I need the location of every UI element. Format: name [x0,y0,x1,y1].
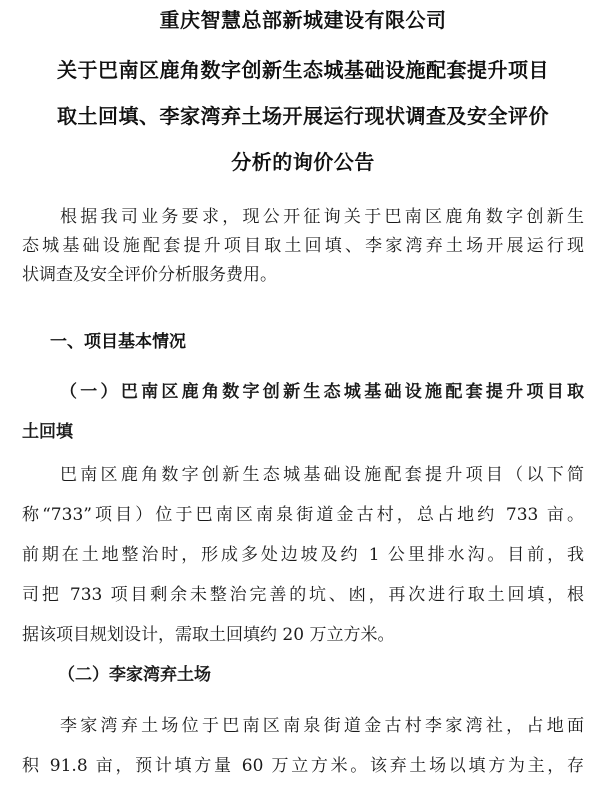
intro-line-1: 根据我司业务要求，现公开征询关于巴南区鹿角数字创新生 [60,207,584,227]
subsection-1-paragraph [22,455,584,655]
intro-line-3: 状调查及安全评价分析服务费用。 [22,265,277,285]
intro-paragraph [22,203,584,290]
subsection-heading-1-line-1: （一）巴南区鹿角数字创新生态城基础设施配套提升项目取 [60,382,584,402]
company-name: 重庆智慧总部新城建设有限公司 [159,8,447,32]
notice-title-line-3: 分析的询价公告 [231,150,375,174]
subsection-heading-2: （二）李家湾弃土场 [58,665,211,685]
sub2-line-1: 李家湾弃土场位于巴南区南泉街道金古村李家湾社，占地面 [60,716,584,736]
sub2-line-2: 积 91.8 亩，预计填方量 60 万立方米。该弃土场以填方为主，存 [22,756,584,776]
subsection-heading-1 [22,372,584,452]
sub1-line-3: 前期在土地整治时，形成多处边坡及约 1 公里排水沟。目前，我 [22,545,584,565]
sub1-line-2: 称“733”项目）位于巴南区南泉街道金古村，总占地约 733 亩。 [22,505,584,525]
sub1-line-5: 据该项目规划设计，需取土回填约 20 万立方米。 [22,625,395,645]
notice-title-line-2: 取土回填、李家湾弃土场开展运行现状调查及安全评价 [57,104,549,128]
notice-title-line-1: 关于巴南区鹿角数字创新生态城基础设施配套提升项目 [57,58,549,82]
sub1-line-1: 巴南区鹿角数字创新生态城基础设施配套提升项目（以下简 [60,465,584,485]
sub1-line-4: 司把 733 项目剩余未整治完善的坑、凼，再次进行取土回填，根 [22,585,584,605]
subsection-heading-1-line-2: 土回填 [22,422,73,442]
subsection-2-paragraph [22,706,584,786]
section-heading-basic-info: 一、项目基本情况 [50,332,186,352]
intro-line-2: 态城基础设施配套提升项目取土回填、李家湾弃土场开展运行现 [22,236,584,256]
